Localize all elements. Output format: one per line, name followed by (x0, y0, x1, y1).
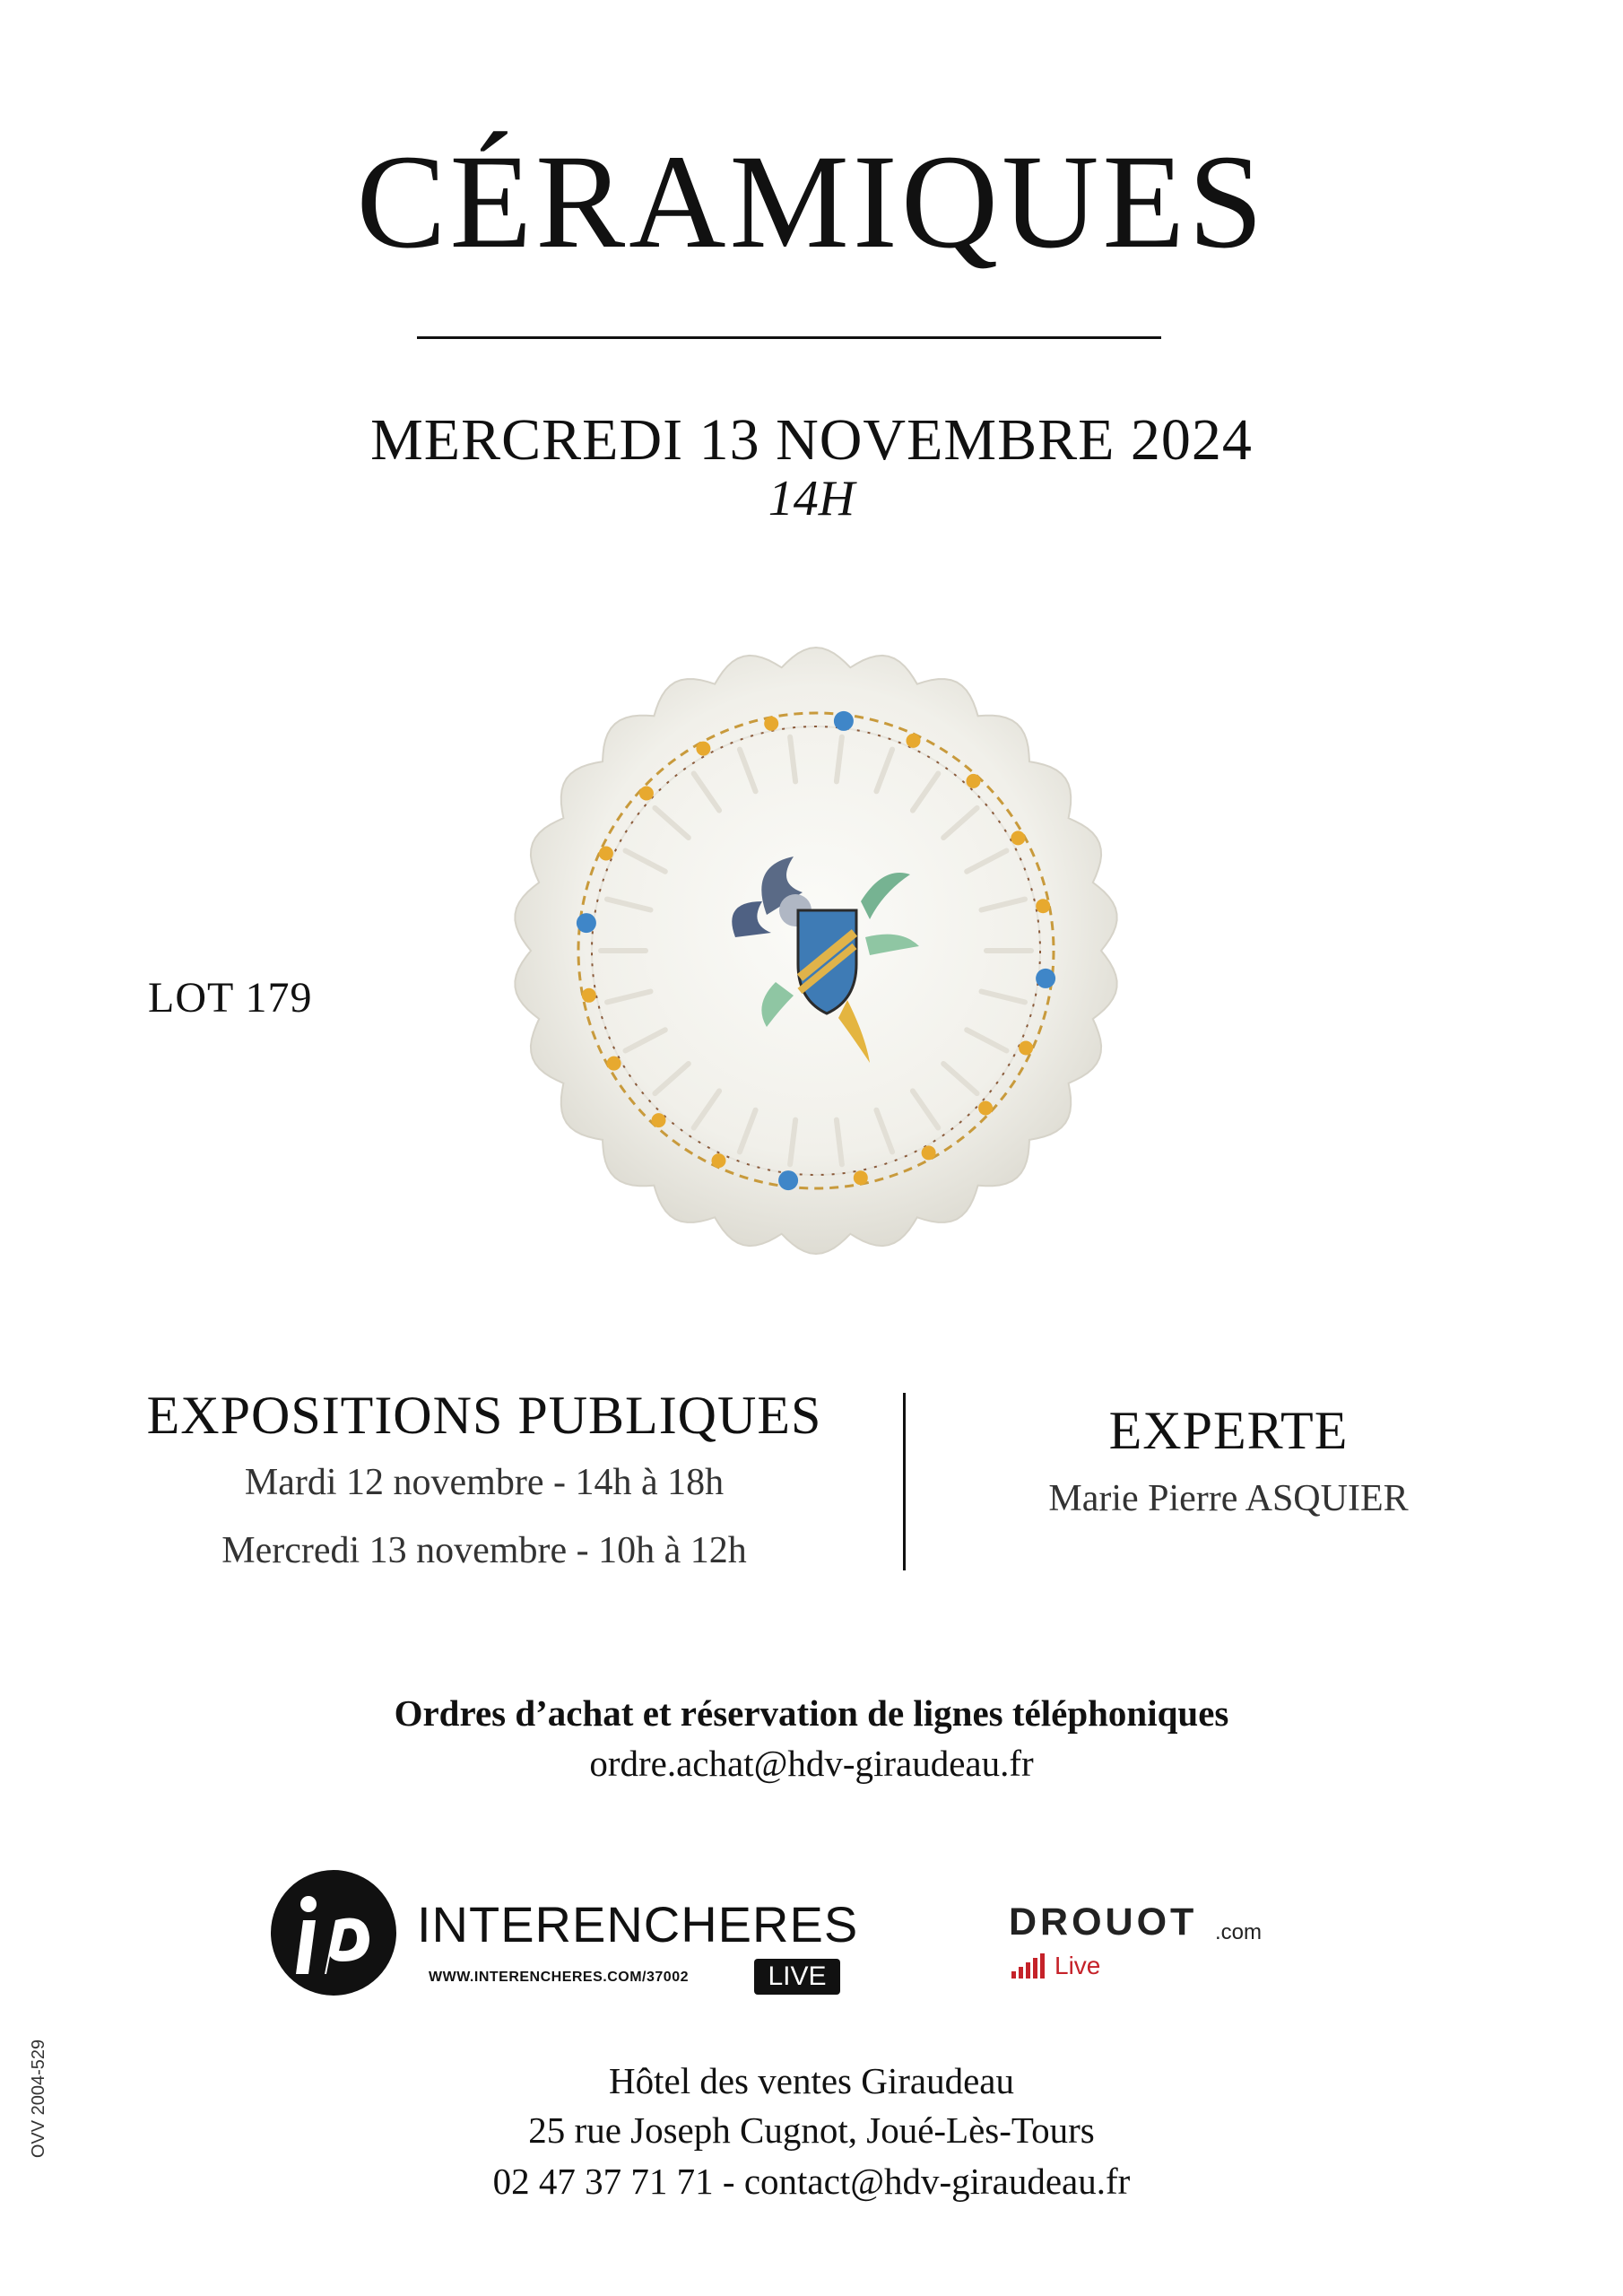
drouot-live-label: Live (1055, 1952, 1101, 1979)
section-divider (903, 1393, 906, 1570)
lot-label: LOT 179 (148, 974, 313, 1022)
venue-name: Hôtel des ventes Giraudeau (609, 2060, 1014, 2101)
sale-time: 14H (768, 471, 855, 526)
venue-address: 25 rue Joseph Cugnot, Joué-Lès-Tours (528, 2109, 1095, 2151)
interencheres-name: INTERENCHERES (417, 1896, 859, 1952)
interencheres-url-link[interactable]: WWW.INTERENCHERES.COM/37002 (429, 1970, 689, 1985)
orders-title: Ordres d’achat et réservation de lignes téléphoniques (394, 1692, 1229, 1734)
drouot-logo-text[interactable]: DROUOT (1009, 1900, 1198, 1944)
sale-date: MERCREDI 13 NOVEMBRE 2024 (370, 407, 1253, 473)
page-title: CÉRAMIQUES (356, 127, 1267, 276)
signal-bars-icon (1011, 1953, 1049, 1979)
expert-title: EXPERTE (1108, 1401, 1349, 1460)
interencheres-live-badge: LIVE (754, 1959, 840, 1995)
exhibition-date-2: Mercredi 13 novembre - 10h à 12h (221, 1530, 747, 1571)
ovv-registration: OVV 2004-529 (29, 2039, 48, 2159)
orders-email-link[interactable]: ordre.achat@hdv-giraudeau.fr (589, 1743, 1034, 1784)
exhibition-date-1: Mardi 12 novembre - 14h à 18h (244, 1462, 725, 1503)
expert-name: Marie Pierre ASQUIER (1048, 1478, 1409, 1519)
interencheres-logo-icon[interactable] (269, 1868, 399, 1998)
venue-contact: 02 47 37 71 71 - contact@hdv-giraudeau.fr (492, 2161, 1131, 2202)
faience-plate-image (507, 641, 1125, 1260)
title-divider (417, 336, 1161, 339)
drouot-domain: .com (1215, 1920, 1263, 1944)
exhibitions-title: EXPOSITIONS PUBLIQUES (146, 1386, 822, 1445)
